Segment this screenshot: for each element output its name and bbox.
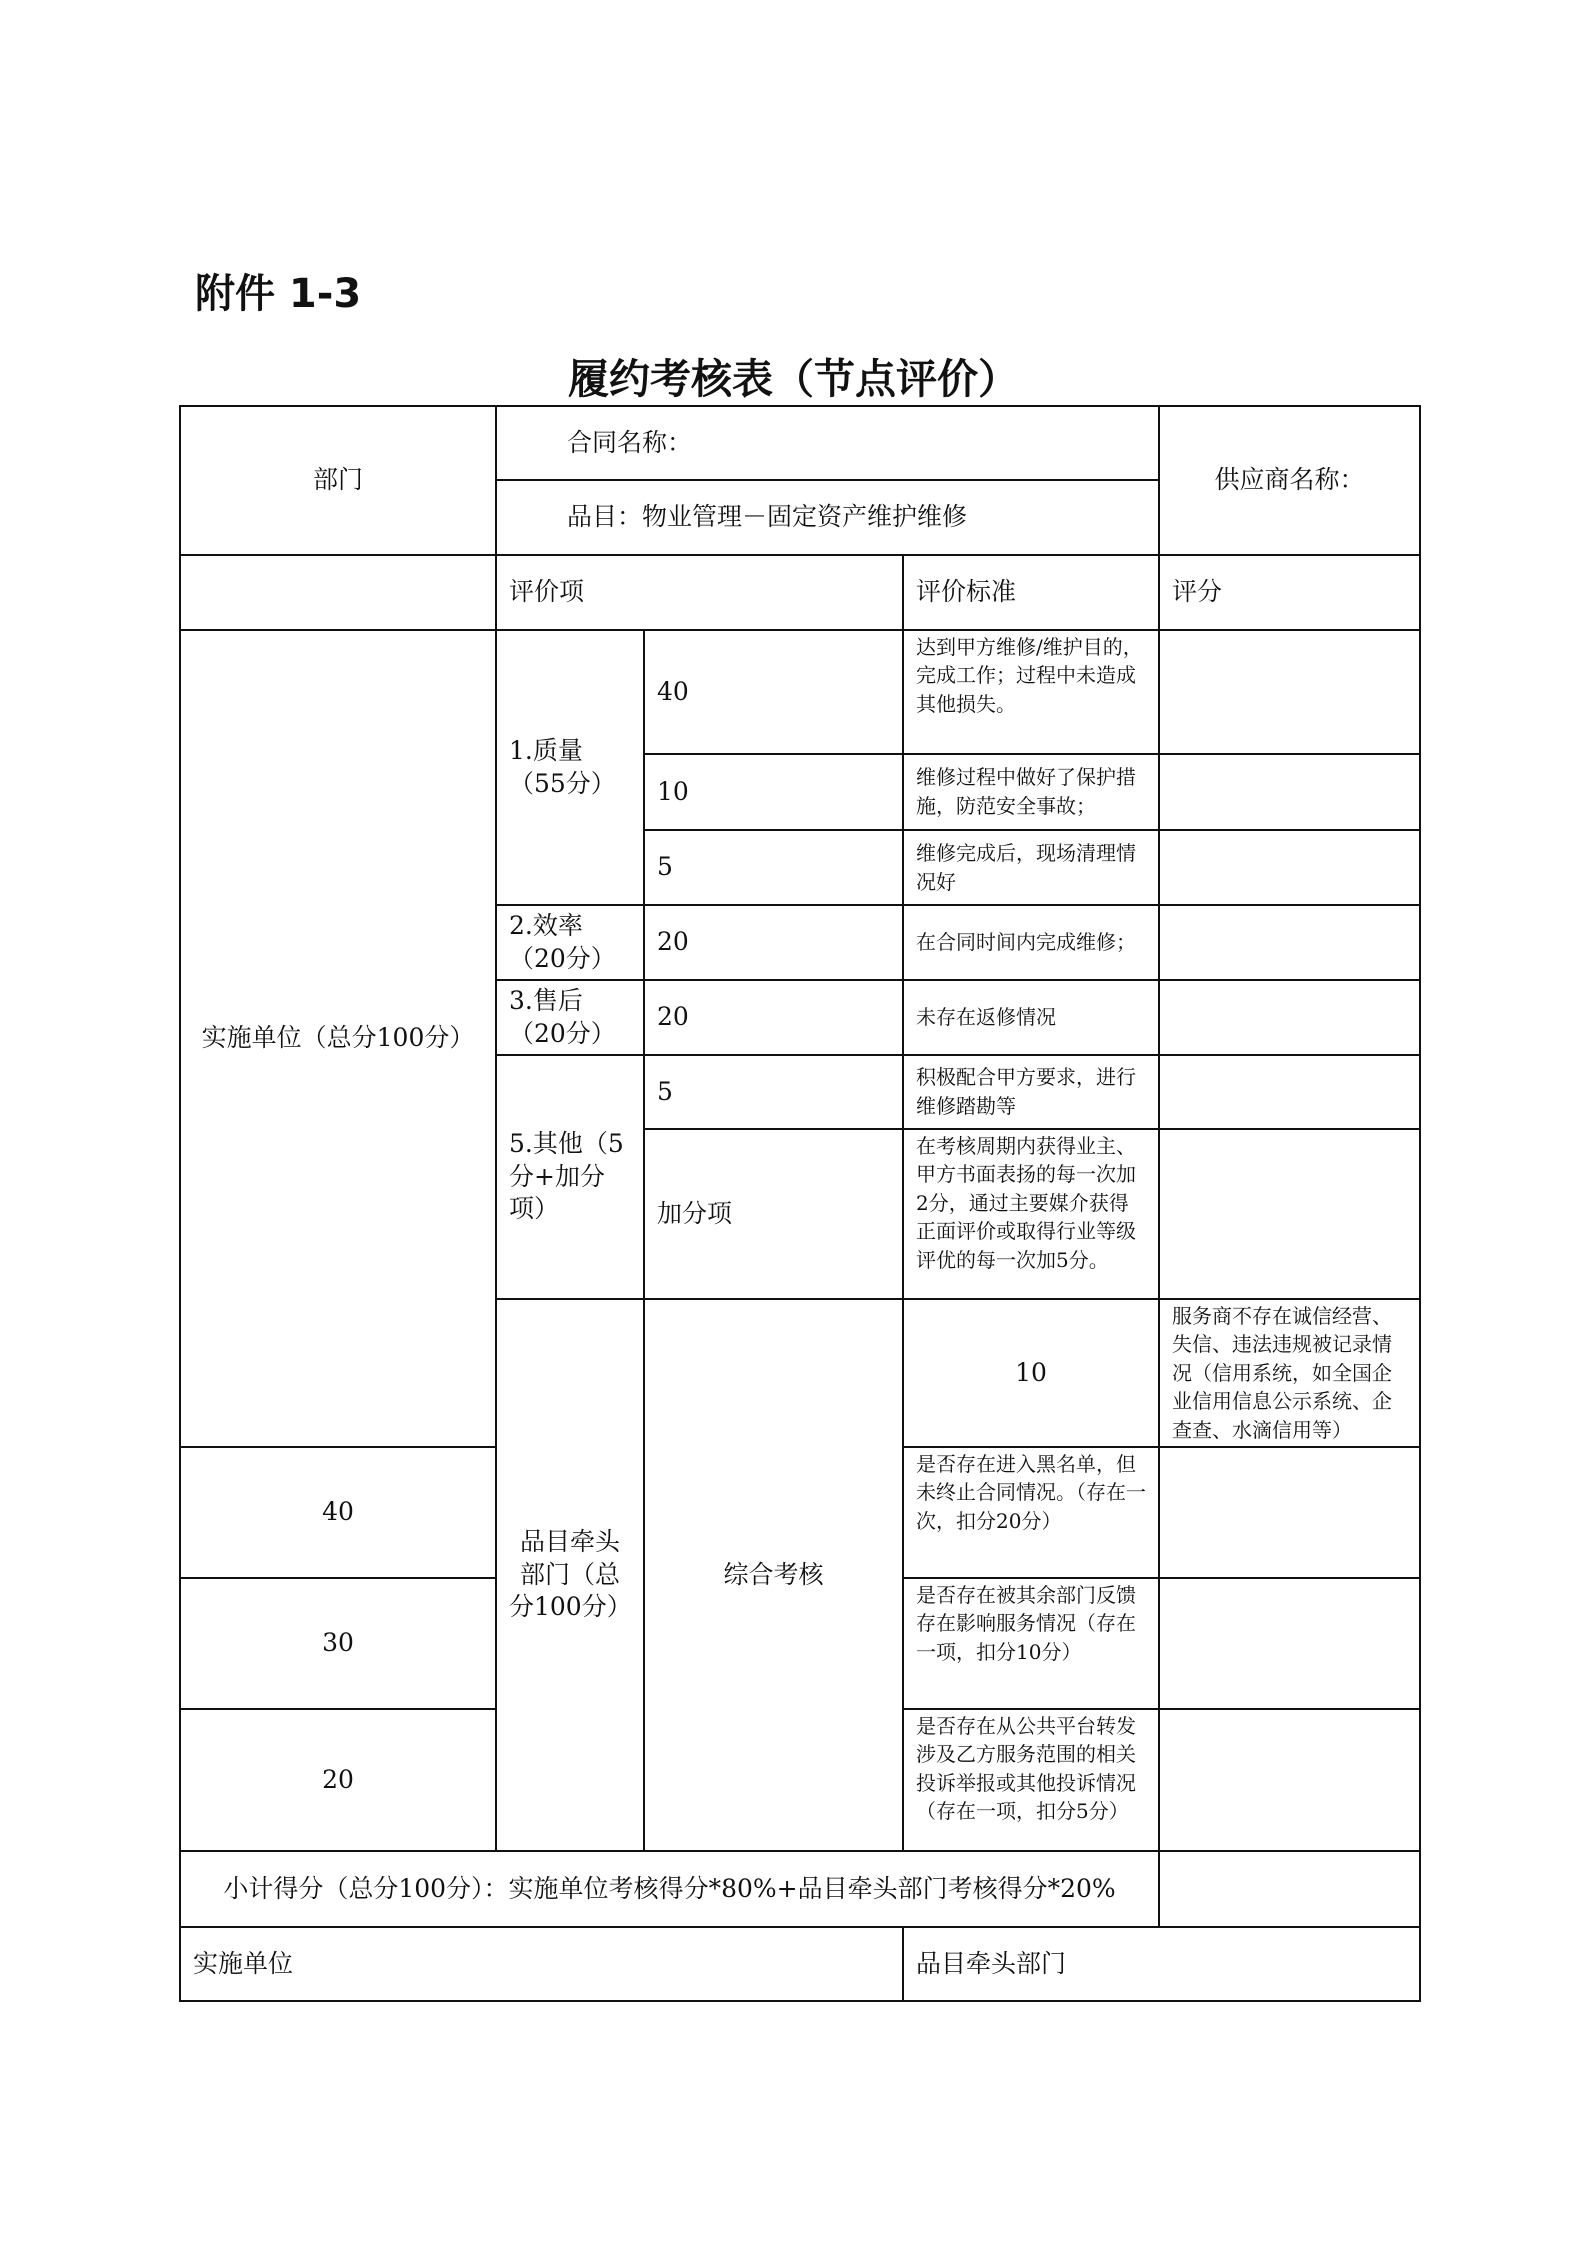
group-other: 5.其他（5分+加分项） — [496, 1055, 644, 1299]
standard-cell: 积极配合甲方要求，进行维修踏勘等 — [903, 1055, 1159, 1129]
item-field: 品目：物业管理－固定资产维护维修 — [496, 480, 1159, 555]
standard-cell: 是否存在进入黑名单，但未终止合同情况。（存在一次，扣分20分） — [903, 1447, 1159, 1578]
score-cell[interactable] — [1159, 830, 1420, 905]
department-header: 部门 — [180, 406, 496, 555]
implementing-unit-label: 实施单位（总分100分） — [180, 630, 496, 1447]
points-cell: 10 — [644, 754, 903, 830]
score-cell[interactable] — [1159, 630, 1420, 754]
header-spacer — [180, 555, 496, 630]
standard-cell: 在考核周期内获得业主、甲方书面表扬的每一次加2分，通过主要媒介获得正面评价或取得行业等级评优的每一次加5分。 — [903, 1129, 1159, 1299]
score-cell[interactable] — [1159, 1709, 1420, 1851]
score-cell[interactable] — [1159, 1578, 1420, 1709]
standard-cell: 服务商不存在诚信经营、失信、违法违规被记录情况（信用系统，如全国企业信用信息公示系统、企查查、水滴信用等） — [1159, 1299, 1420, 1447]
group-quality: 1.质量（55分） — [496, 630, 644, 905]
score-cell[interactable] — [1159, 905, 1420, 980]
points-cell: 20 — [644, 905, 903, 980]
points-cell: 5 — [644, 830, 903, 905]
standard-cell: 维修完成后，现场清理情况好 — [903, 830, 1159, 905]
score-cell[interactable] — [1159, 754, 1420, 830]
footer-implementing-unit: 实施单位 — [180, 1927, 903, 2001]
standard-cell: 是否存在被其余部门反馈存在影响服务情况（存在一项，扣分10分） — [903, 1578, 1159, 1709]
contract-name-field[interactable]: 合同名称： — [496, 406, 1159, 480]
group-comprehensive: 综合考核 — [644, 1299, 903, 1851]
points-cell: 20 — [180, 1709, 496, 1851]
points-cell: 5 — [644, 1055, 903, 1129]
footer-lead-department: 品目牵头部门 — [903, 1927, 1420, 2001]
group-after-sales: 3.售后（20分） — [496, 980, 644, 1055]
points-cell: 40 — [180, 1447, 496, 1578]
points-cell: 30 — [180, 1578, 496, 1709]
standard-cell: 是否存在从公共平台转发涉及乙方服务范围的相关投诉举报或其他投诉情况（存在一项，扣分5分） — [903, 1709, 1159, 1851]
group-efficiency: 2.效率（20分） — [496, 905, 644, 980]
score-cell[interactable] — [1159, 1055, 1420, 1129]
score-cell[interactable] — [1159, 1129, 1420, 1299]
standard-cell: 维修过程中做好了保护措施，防范安全事故； — [903, 754, 1159, 830]
col-header-item: 评价项 — [496, 555, 903, 630]
score-cell[interactable] — [1159, 1447, 1420, 1578]
points-cell: 10 — [903, 1299, 1159, 1447]
col-header-standard: 评价标准 — [903, 555, 1159, 630]
points-cell: 加分项 — [644, 1129, 903, 1299]
lead-department-label: 品目牵头部门（总分100分） — [496, 1299, 644, 1851]
score-cell[interactable] — [1159, 980, 1420, 1055]
subtotal-label: 小计得分（总分100分）：实施单位考核得分*80%+品目牵头部门考核得分*20% — [180, 1851, 1159, 1927]
subtotal-score-cell[interactable] — [1159, 1851, 1420, 1927]
form-title: 履约考核表（节点评价） — [568, 355, 1019, 403]
points-cell: 20 — [644, 980, 903, 1055]
supplier-name-field[interactable]: 供应商名称： — [1159, 406, 1420, 555]
standard-cell: 在合同时间内完成维修； — [903, 905, 1159, 980]
col-header-score: 评分 — [1159, 555, 1420, 630]
standard-cell: 达到甲方维修/维护目的，完成工作；过程中未造成其他损失。 — [903, 630, 1159, 754]
annex-label: 附件 1-3 — [195, 271, 362, 317]
points-cell: 40 — [644, 630, 903, 754]
evaluation-table — [179, 405, 1421, 2002]
standard-cell: 未存在返修情况 — [903, 980, 1159, 1055]
